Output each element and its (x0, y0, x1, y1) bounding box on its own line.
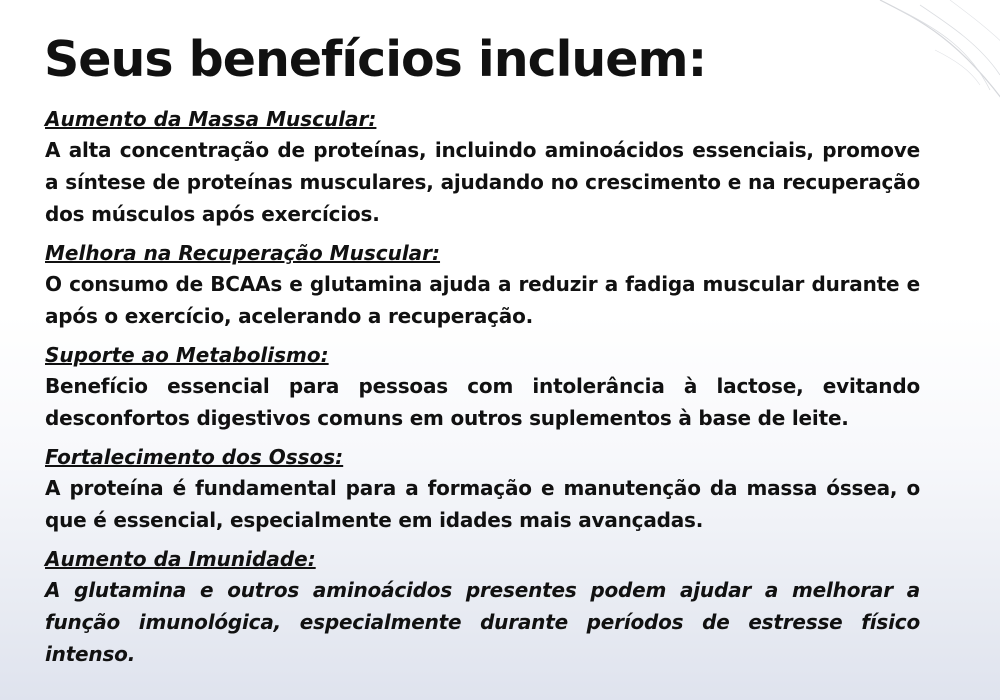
benefit-text: A proteína é fundamental para a formação e manutenção da massa óssea, o que é essencial, especialmente em idades mais avançadas. (45, 476, 920, 532)
benefit-item-bones (45, 442, 920, 536)
benefit-heading: Aumento da Imunidade: (45, 547, 316, 571)
benefit-item-recovery (45, 238, 920, 332)
benefits-list (45, 104, 920, 678)
benefit-text: Benefício essencial para pessoas com intolerância à lactose, evitando desconfortos digestivos comuns em outros suplementos à base de leite. (45, 374, 920, 430)
benefit-item-muscle-mass (45, 104, 920, 230)
benefit-item-immunity (45, 544, 920, 670)
benefit-heading: Aumento da Massa Muscular: (45, 107, 377, 131)
benefit-text: O consumo de BCAAs e glutamina ajuda a reduzir a fadiga muscular durante e após o exercício, acelerando a recuperação. (45, 272, 920, 328)
benefit-heading: Melhora na Recuperação Muscular: (45, 241, 441, 265)
page-title: Seus benefícios incluem: (44, 31, 707, 88)
benefit-text: A alta concentração de proteínas, incluindo aminoácidos essenciais, promove a síntese de proteínas musculares, ajudando no crescimento e na recuperação dos músculos após exercícios. (45, 138, 920, 226)
benefit-item-metabolism (45, 340, 920, 434)
benefit-heading: Suporte ao Metabolismo: (45, 343, 329, 367)
benefit-heading: Fortalecimento dos Ossos: (45, 445, 344, 469)
benefit-text: A glutamina e outros aminoácidos presentes podem ajudar a melhorar a função imunológica, especialmente durante períodos de estresse físico intenso. (45, 578, 920, 666)
